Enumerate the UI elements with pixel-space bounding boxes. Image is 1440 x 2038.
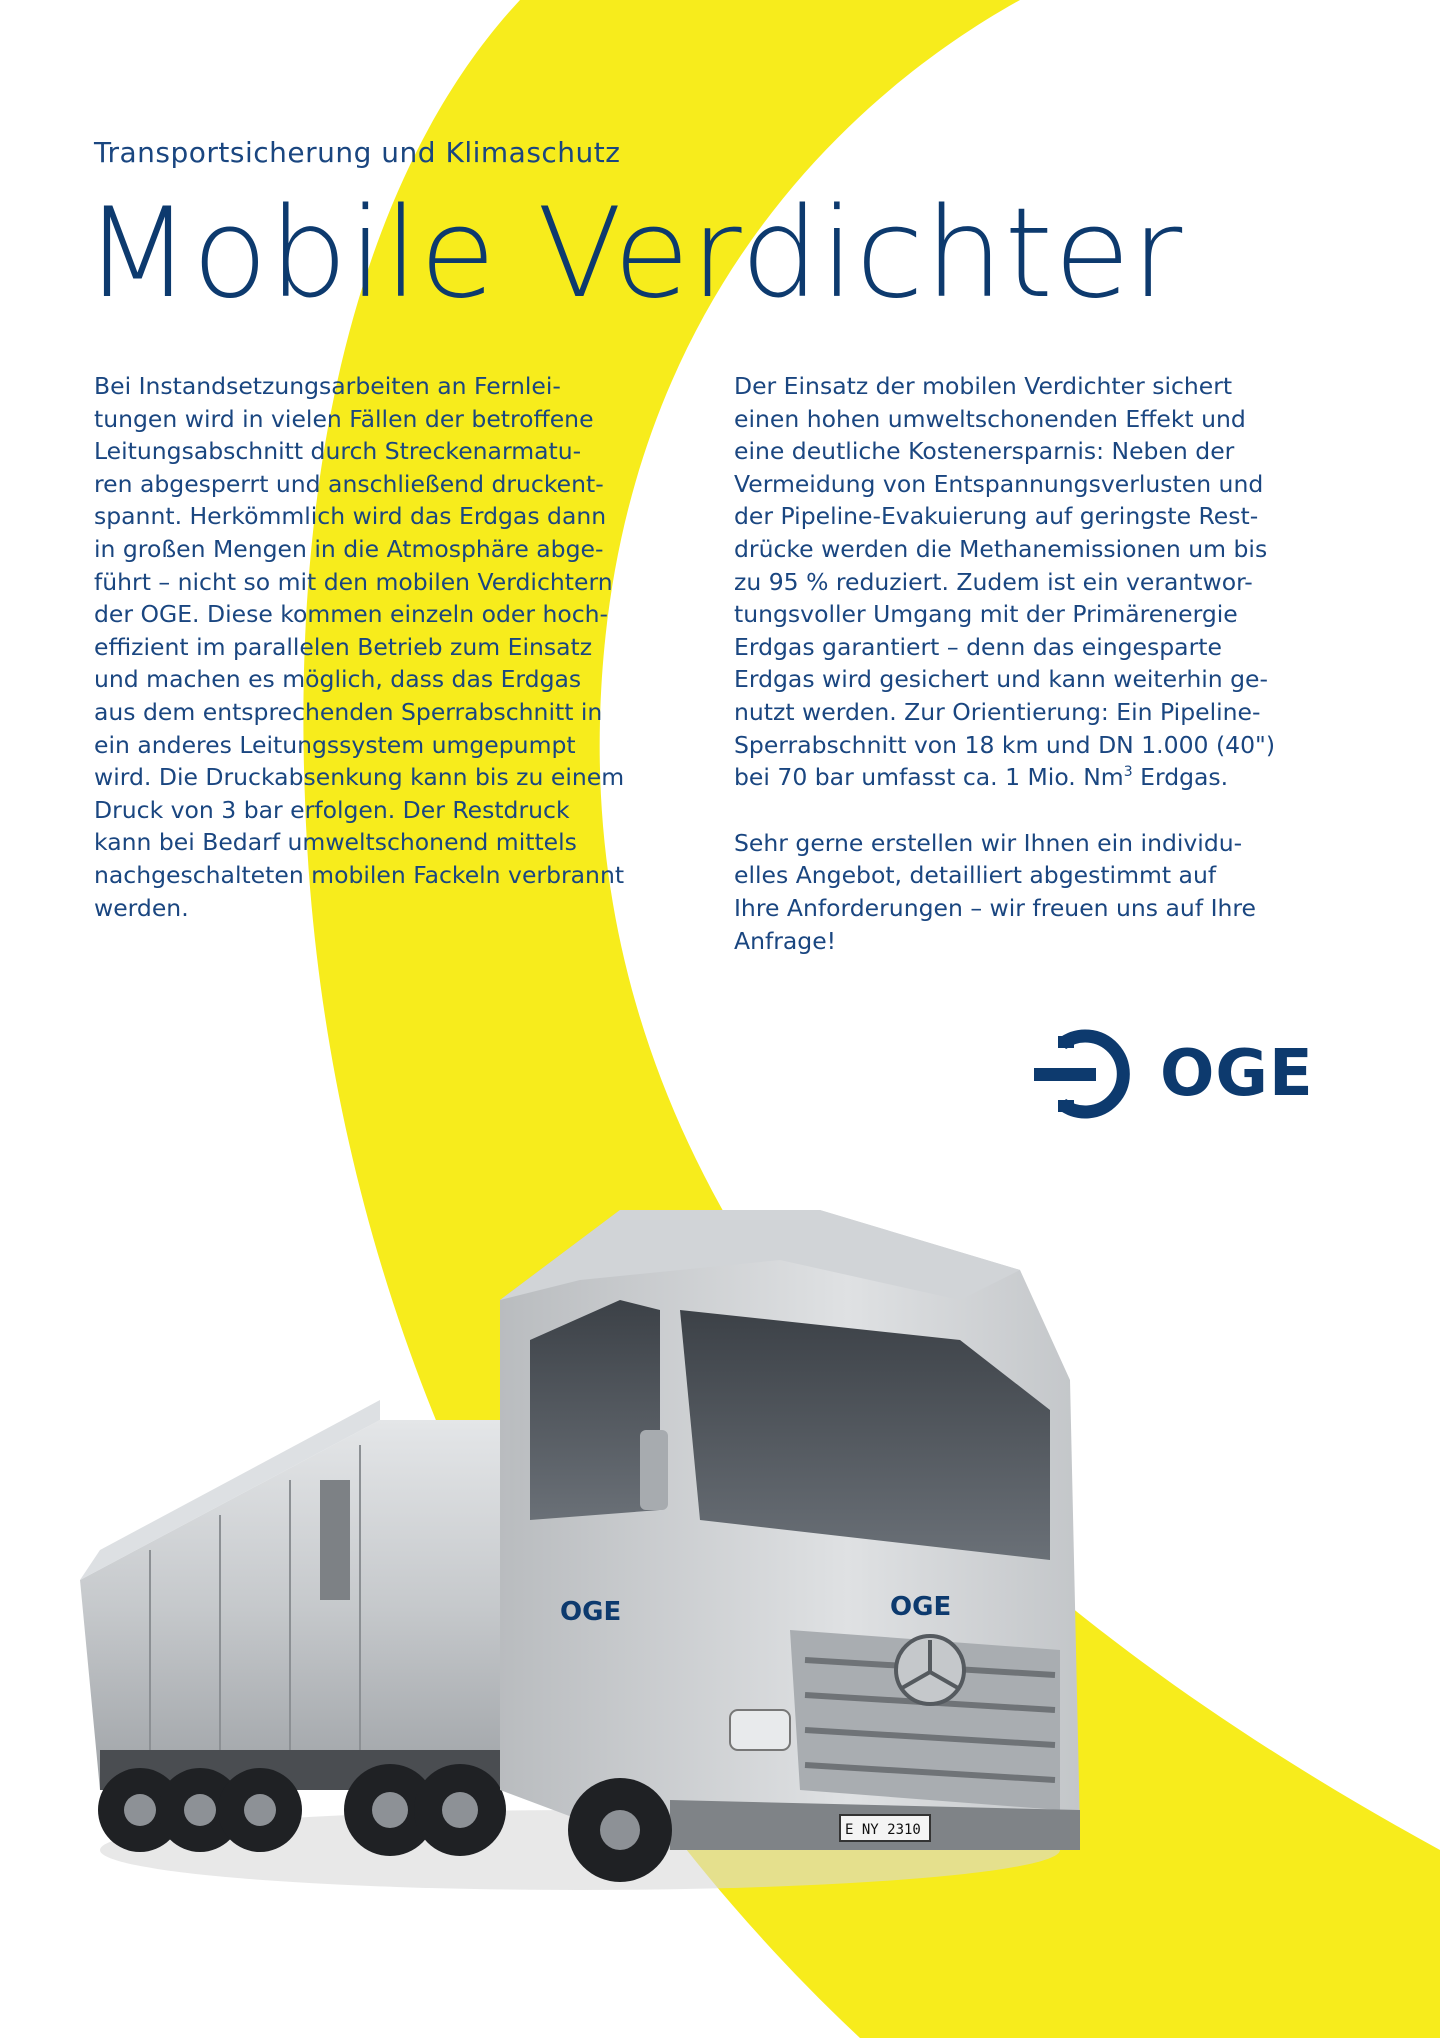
benefits-paragraph	[734, 370, 1354, 794]
oge-logo-icon	[1034, 1026, 1146, 1122]
offer-paragraph: Sehr gerne erstellen wir Ihnen ein individu- elles Angebot, detailliert abgestimmt auf Ihre Anforderungen – wir freuen uns auf Ihre Anfrage!	[734, 828, 1256, 955]
superscript-3: 3	[1123, 764, 1133, 781]
body-column-left	[94, 370, 704, 924]
truck-image	[60, 1150, 1120, 1910]
oge-logo	[1034, 1026, 1314, 1122]
oge-logo-text: OGE	[1160, 1037, 1314, 1111]
page-title: Mobile Verdichter	[84, 182, 1184, 326]
benefits-text-end: Erdgas.	[1132, 763, 1229, 792]
license-plate: E NY 2310	[845, 1822, 921, 1838]
body-column-right	[734, 370, 1354, 957]
truck-side-logo: OGE	[560, 1597, 622, 1627]
intro-paragraph: Bei Instandsetzungsarbeiten an Fernlei- tungen wird in vielen Fällen der betroffene Leitungsabschnitt durch Streckenarmatu- ren abgesperrt und anschließend druckent- spannt. Herkömmlich wird das Erdgas dann in großen Mengen in die Atmosphäre abge- führt – nicht so mit den mobilen Verdichtern der OGE. Diese kommen einzeln oder hoch- effizient im parallelen Betrieb zum Einsatz und machen es möglich, dass das Erdgas aus dem entsprechenden Sperrabschnitt in ein anderes Leitungssystem umgepumpt wird. Die Druckabsenkung kann bis zu einem Druck von 3 bar erfolgen. Der Restdruck kann bei Bedarf umweltschonend mittels nachgeschalteten mobilen Fackeln verbrannt werden.	[94, 372, 625, 922]
page-subtitle: Transportsicherung und Klimaschutz	[94, 136, 621, 169]
truck-front-logo: OGE	[890, 1592, 952, 1622]
benefits-text: Der Einsatz der mobilen Verdichter sichert einen hohen umweltschonenden Effekt und eine deutliche Kostenersparnis: Neben der Vermeidung von Entspannungsverlusten und der Pipeline-Evakuierung auf geringste Rest- drücke werden die Methanemissionen um bis zu 95 % reduziert. Zudem ist ein verantwor- tungsvoller Umgang mit der Primärenergie Erdgas garantiert – denn das eingesparte Erdgas wird gesichert und kann weiterhin ge- nutzt werden. Zur Orientierung: Ein Pipeline- Sperrabschnitt von 18 km und DN 1.000 (40") bei 70 bar umfasst ca. 1 Mio. Nm	[734, 372, 1276, 792]
